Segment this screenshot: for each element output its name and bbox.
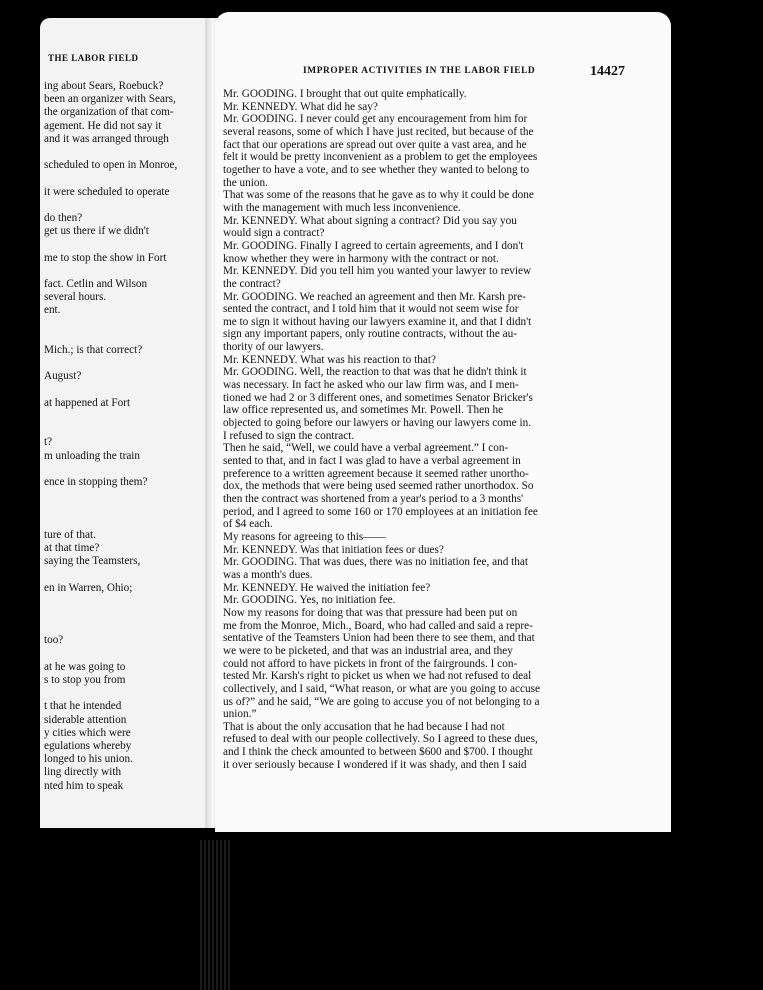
body-text: [223, 88, 629, 771]
text-line: know whether they were in harmony with the contract or not.: [223, 252, 499, 265]
left-text-line: saying the Teamsters,: [44, 555, 141, 568]
text-line: Mr. KENNEDY. What did he say?: [223, 100, 378, 113]
text-line: thority of our lawyers.: [223, 341, 324, 354]
text-line: Mr. GOODING. Finally I agreed to certain agreements, and I don't: [223, 239, 524, 252]
text-line: the union.: [223, 176, 268, 189]
left-text-line: me to stop the show in Fort: [44, 251, 167, 264]
text-line: objected to going before our lawyers or having our lawyers come in.: [223, 417, 532, 430]
text-line: refused to deal with our people collectively. So I agreed to these dues,: [223, 733, 538, 746]
text-line: Mr. GOODING. That was dues, there was no initiation fee, and that: [223, 556, 529, 569]
text-line: Mr. GOODING. We reached an agreement and then Mr. Karsh pre-: [223, 290, 526, 303]
text-line: Mr. GOODING. I brought that out quite emphatically.: [223, 88, 467, 100]
text-line: it over seriously because I wondered if it was shady, and then I said: [223, 758, 527, 771]
text-line: the contract?: [223, 277, 281, 290]
text-line: period, and I agreed to some 160 or 170 employees at an initiation fee: [223, 505, 538, 518]
text-line: together to have a vote, and to see whether they wanted to belong to: [223, 163, 530, 176]
text-line: sented the contract, and I told him that it would not seem wise for: [223, 303, 519, 316]
text-line: sented to that, and in fact I was glad to have a verbal agreement in: [223, 455, 521, 468]
text-line: tested Mr. Karsh's right to picket us when we had not refused to deal: [223, 670, 532, 683]
text-line: preference to a written agreement because it seemed rather unortho-: [223, 467, 529, 480]
page-number: 14427: [590, 64, 625, 79]
text-line: Mr. KENNEDY. What was his reaction to that?: [223, 353, 436, 366]
text-line: of $4 each.: [223, 518, 273, 531]
left-text-line: fact. Cetlin and Wilson: [44, 278, 148, 290]
left-text-line: ling directly with: [44, 766, 122, 779]
text-line: me to sign it without having our lawyers examine it, and that I didn't: [223, 315, 532, 328]
text-line: several reasons, some of which I have just recited, but because of the: [223, 125, 534, 138]
left-text-line: scheduled to open in Monroe,: [44, 159, 178, 172]
left-text-line: t that he intended: [44, 700, 122, 713]
text-line: and I think the check amounted to between $600 and $700. I thought: [223, 746, 533, 759]
text-line: Mr. GOODING. I never could get any encouragement from him for: [223, 113, 528, 126]
text-line: could not afford to have pickets in front of the fairgrounds. I con-: [223, 657, 518, 670]
left-text-line: t?: [44, 436, 53, 449]
text-line: was a month's dues.: [223, 568, 313, 581]
left-text-line: ture of that.: [44, 528, 96, 541]
left-text-line: ence in stopping them?: [44, 476, 148, 488]
right-page: [215, 12, 671, 832]
text-line: Mr. KENNEDY. Did you tell him you wanted your lawyer to review: [223, 265, 532, 278]
left-text-line: ent.: [44, 304, 61, 317]
text-line: Mr. GOODING. Yes, no initiation fee.: [223, 594, 396, 607]
text-line: with the management with much less inconvenience.: [223, 201, 461, 214]
left-page-header: THE LABOR FIELD: [48, 53, 139, 63]
left-text-line: Mich.; is that correct?: [44, 344, 143, 356]
left-text-line: nted him to speak: [44, 779, 124, 792]
text-line: then the contract was shortened from a year's period to a 3 months': [223, 493, 524, 505]
running-header: IMPROPER ACTIVITIES IN THE LABOR FIELD: [303, 66, 536, 76]
left-text-line: the organization of that com-: [44, 106, 174, 119]
text-line: dox, the methods that were being used seemed rather unorthodox. So: [223, 480, 534, 493]
text-line: sign any important papers, only routine contracts, without the au-: [223, 328, 517, 341]
text-line: fact that our operations are spread out over quite a vast area, and he: [223, 138, 527, 151]
text-line: Now my reasons for doing that was that pressure had been put on: [223, 606, 518, 619]
left-text-line: do then?: [44, 212, 83, 224]
left-text-line: August?: [44, 370, 82, 383]
left-text-line: agement. He did not say it: [44, 119, 162, 132]
left-text-line: it were scheduled to operate: [44, 185, 170, 198]
left-text-line: get us there if we didn't: [44, 225, 149, 238]
text-line: I refused to sign the contract.: [223, 429, 355, 442]
left-text-line: egulations whereby: [44, 740, 132, 752]
left-text-line: at he was going to: [44, 660, 126, 673]
left-text-line: been an organizer with Sears,: [44, 93, 176, 106]
text-line: Mr. KENNEDY. What about signing a contract? Did you say you: [223, 214, 517, 227]
left-text-line: en in Warren, Ohio;: [44, 581, 133, 594]
left-text-line: siderable attention: [44, 713, 127, 726]
left-text-line: y cities which were: [44, 726, 131, 739]
left-text-line: at that time?: [44, 542, 100, 554]
text-line: That is about the only accusation that he had because I had not: [223, 720, 505, 733]
text-line: sentative of the Teamsters Union had been there to see them, and that: [223, 632, 535, 645]
left-text-line: too?: [44, 634, 64, 647]
left-text-line: at happened at Fort: [44, 396, 131, 409]
text-line: That was some of the reasons that he gave as to why it could be done: [223, 189, 534, 202]
left-text-line: s to stop you from: [44, 674, 126, 686]
text-line: felt it would be pretty inconvenient as a problem to get the employees: [223, 151, 538, 164]
text-line: we were to be picketed, and that was an industrial area, and they: [223, 644, 513, 657]
text-line: would sign a contract?: [223, 227, 325, 240]
text-line: law office represented us, and sometimes Mr. Powell. Then he: [223, 404, 504, 417]
left-text-line: longed to his union.: [44, 753, 133, 766]
text-line: Then he said, “Well, we could have a verbal agreement.” I con-: [223, 442, 509, 455]
left-page: [40, 18, 220, 828]
text-line: me from the Monroe, Mich., Board, who had called and said a repre-: [223, 619, 533, 632]
text-line: tioned we had 2 or 3 different ones, and sometimes Senator Bricker's: [223, 391, 533, 404]
text-line: us of?” and he said, “We are going to accuse you of not belonging to a: [223, 695, 540, 708]
text-line: union.”: [223, 708, 257, 721]
text-line: My reasons for agreeing to this——: [223, 530, 386, 543]
left-text-line: ing about Sears, Roebuck?: [44, 80, 164, 92]
text-line: Mr. KENNEDY. Was that initiation fees or dues?: [223, 543, 444, 556]
text-line: collectively, and I said, “What reason, or what are you going to accuse: [223, 682, 540, 695]
left-text-line: m unloading the train: [44, 449, 141, 462]
scan-edge: [200, 840, 230, 990]
text-line: Mr. GOODING. Well, the reaction to that was that he didn't think it: [223, 366, 527, 379]
text-line: was necessary. In fact he asked who our law firm was, and I men-: [223, 379, 519, 392]
left-text-line: and it was arranged through: [44, 132, 169, 145]
left-text-line: several hours.: [44, 291, 107, 304]
text-line: Mr. KENNEDY. He waived the initiation fee?: [223, 581, 431, 594]
